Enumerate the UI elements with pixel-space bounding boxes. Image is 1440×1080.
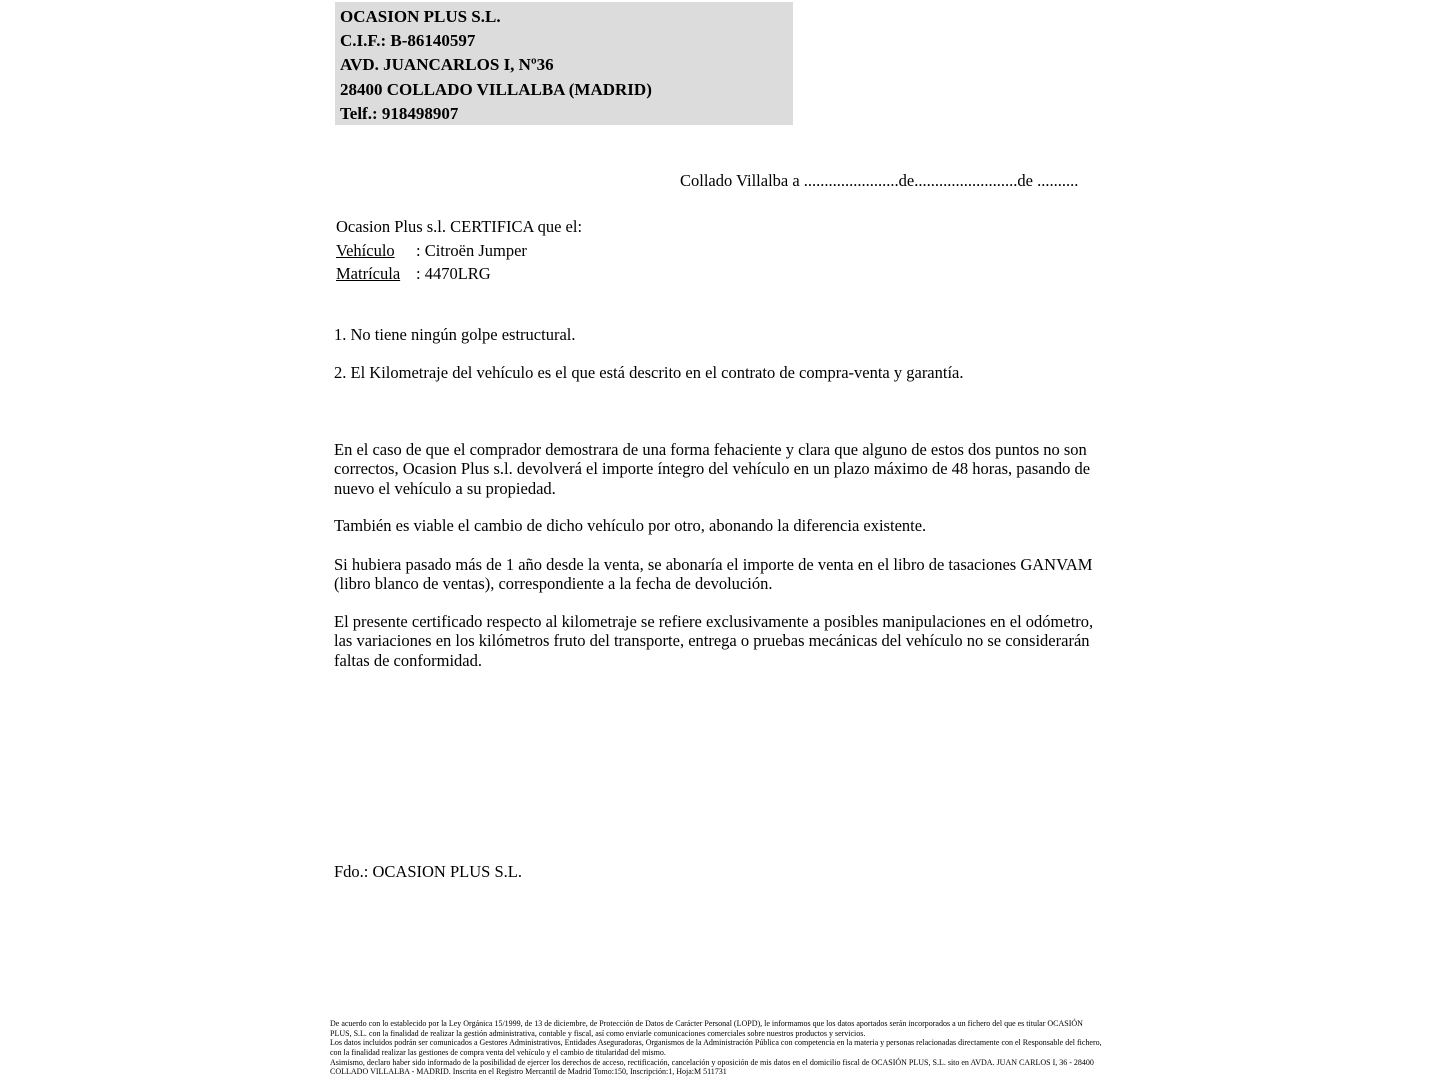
date-fill-in-line: Collado Villalba a .......................de.........................de .......... bbox=[680, 171, 1079, 190]
rights-and-registry-notice: Asimismo, declaro haber sido informado de la posibilidad de ejercer los derechos de acceso, rectificación, cancelación y oposición de mis datos en el domicilio fiscal de OCASIÓN PLUS, S.L. sito en AVDA. JUAN CARLOS I, 36 - 28400 COLLADO VILLALBA - MADRID. Inscrita en el Registro Mercantil de Madrid Tomo:150, Inscripción:1, Hoja:M 511731 bbox=[330, 1057, 1094, 1077]
company-name: OCASION PLUS S.L. bbox=[340, 7, 501, 26]
refund-conditions-paragraph: En el caso de que el comprador demostrara de una forma fehaciente y clara que alguno de estos dos puntos no son correctos, Ocasion Plus s.l. devolverá el importe íntegro del vehículo en un plazo máximo de 48 horas, pasando de nuevo el vehículo a su propiedad. bbox=[334, 440, 1091, 498]
vehicle-value: : Citroën Jumper bbox=[416, 240, 527, 260]
certifies-intro: Ocasion Plus s.l. CERTIFICA que el: bbox=[336, 217, 583, 236]
vehicle-field-row bbox=[336, 239, 582, 263]
certified-point-1: 1. No tiene ningún golpe estructural. bbox=[334, 325, 576, 344]
plate-field-row bbox=[336, 262, 582, 286]
company-phone: Telf.: 918498907 bbox=[340, 103, 459, 123]
signature-line: Fdo.: OCASION PLUS S.L. bbox=[334, 862, 522, 881]
certified-point-2: 2. El Kilometraje del vehículo es el que está descrito en el contrato de compra-venta y garantía. bbox=[334, 363, 964, 382]
company-cif: C.I.F.: B-86140597 bbox=[340, 31, 476, 51]
odometer-disclaimer-paragraph: El presente certificado respecto al kilometraje se refiere exclusivamente a posibles manipulaciones en el odómetro, las variaciones en los kilómetros fruto del transporte, entrega o pruebas mecánicas del vehículo no se considerarán faltas de conformidad. bbox=[334, 612, 1094, 670]
lopd-notice: De acuerdo con lo establecido por la Ley Orgánica 15/1999, de 13 de diciembre, de Protección de Datos de Carácter Personal (LOPD), le informamos que los datos aportados serán incorporados a un fichero del que es titular OCASIÓN PLUS, S.L. con la finalidad de realizar la gestión administrativa, contable y fiscal, así como enviarle comunicaciones comerciales sobre nuestros productos y servicios. bbox=[330, 1019, 1083, 1038]
legal-small-print bbox=[330, 1019, 1104, 1077]
vehicle-exchange-paragraph: También es viable el cambio de dicho vehículo por otro, abonando la diferencia existente. bbox=[334, 516, 927, 535]
company-address: AVD. JUANCARLOS I, Nº36 bbox=[340, 55, 554, 75]
plate-value: : 4470LRG bbox=[416, 264, 491, 283]
plate-label: Matrícula bbox=[336, 264, 401, 283]
certificate-header-block bbox=[336, 215, 582, 286]
data-sharing-notice: Los datos incluidos podrán ser comunicados a Gestores Administrativos, Entidades Aseguradoras, Organismos de la Administración Pública con competencia en la materia y personas relacionadas directamente con el Responsable del fichero, con la finalidad realizar las gestiones de compra venta del vehículo y el cambio de titularidad del mismo. bbox=[330, 1038, 1102, 1057]
ganvam-valuation-paragraph: Si hubiera pasado más de 1 año desde la venta, se abonaría el importe de venta en el libro de tasaciones GANVAM (libro blanco de ventas), correspondiente a la fecha de devolución. bbox=[334, 555, 1093, 594]
vehicle-label: Vehículo bbox=[336, 240, 395, 260]
company-letterhead-box bbox=[335, 2, 793, 125]
company-city: 28400 COLLADO VILLALBA (MADRID) bbox=[340, 79, 652, 99]
